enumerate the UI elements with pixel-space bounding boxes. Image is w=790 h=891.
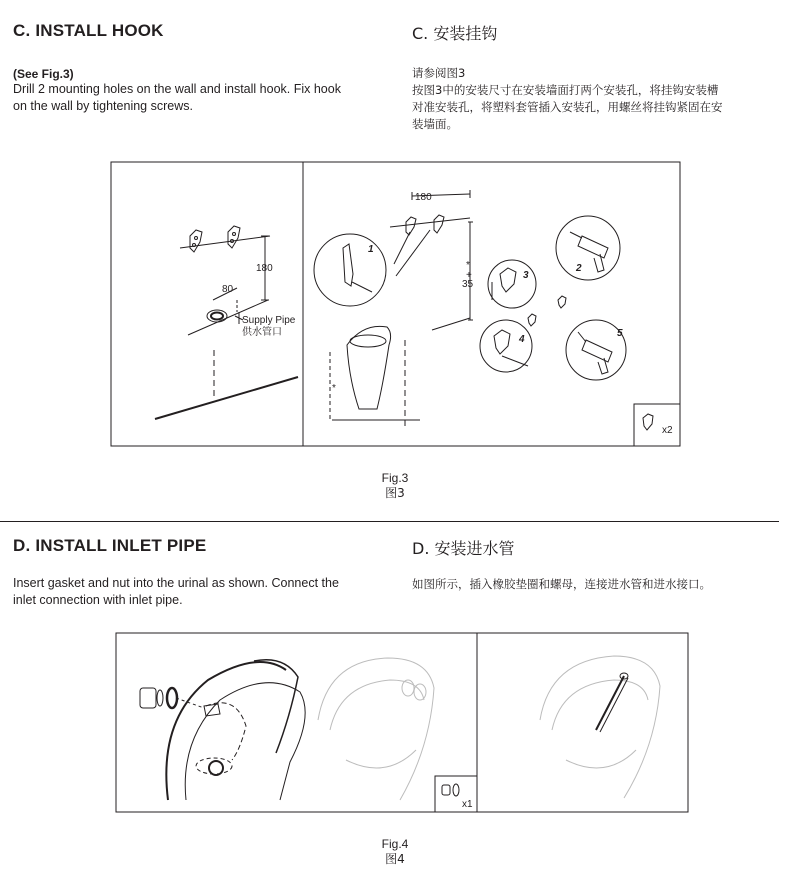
fig3-caption-zh: 图3 [385,486,405,500]
gasket-part-icon [453,784,459,796]
dim-35-label: 35 [462,279,474,290]
dim-star-label: * [466,260,470,271]
nut-icon [140,688,156,708]
step-2-label: 2 [576,263,582,274]
dim-plus-label: + [466,270,472,281]
supply-pipe-label-zh: 供水管口 [242,327,282,338]
section-d-title-zh: D. 安装进水管 [412,539,515,558]
instruction-line: Insert gasket and nut into the urinal as shown. Connect the [13,576,339,590]
fig4-caption [345,837,445,867]
step-5-label: 5 [617,328,623,339]
section-d-title: D. INSTALL INLET PIPE [13,536,207,555]
step-4-label: 4 [519,334,525,345]
fig3-qty-label: x2 [662,425,673,436]
nut-part-icon [442,785,450,795]
dim-80-label: 80 [222,284,234,295]
fig4-caption-en: Fig.4 [381,837,409,851]
instruction-line-zh: 装墙面。 [412,117,458,131]
step-3-label: 3 [523,270,529,281]
urinal-body-right [540,656,660,798]
fig4-qty-label: x1 [462,799,473,810]
gasket-icon [167,688,177,708]
fig4-caption-zh: 图4 [385,852,405,866]
supply-pipe-label: Supply Pipe [242,315,296,326]
section-c-title-zh: C. 安装挂钩 [412,24,498,43]
dim-star-b-label: * [332,383,336,394]
urinal-body-middle [318,658,434,800]
inlet-closeup [140,660,305,800]
fig3-caption-en: Fig.3 [381,471,409,485]
dim-180b-label: 180 [415,192,432,203]
see-fig3-note-zh: 请参阅图3 [412,66,466,80]
step-1-label: 1 [368,244,374,255]
instruction-line: Drill 2 mounting holes on the wall and install hook. Fix hook [13,82,341,96]
instruction-line-zh: 对准安装孔，将塑料套管插入安装孔，用螺丝将挂钩紧固在安 [412,100,723,114]
instruction-line-zh: 如图所示，插入橡胶垫圈和螺母，连接进水管和进水接口。 [412,577,711,591]
instruction-line: inlet connection with inlet pipe. [13,593,183,607]
inlet-fitting [204,704,220,716]
see-fig3-note: (See Fig.3) [13,67,74,81]
instruction-line: on the wall by tightening screws. [13,99,193,113]
dim-180-label: 180 [256,263,273,274]
instruction-line-zh: 按图3中的安装尺寸在安装墙面打两个安装孔，将挂钩安装槽 [412,83,719,97]
section-c-title: C. INSTALL HOOK [13,21,164,40]
